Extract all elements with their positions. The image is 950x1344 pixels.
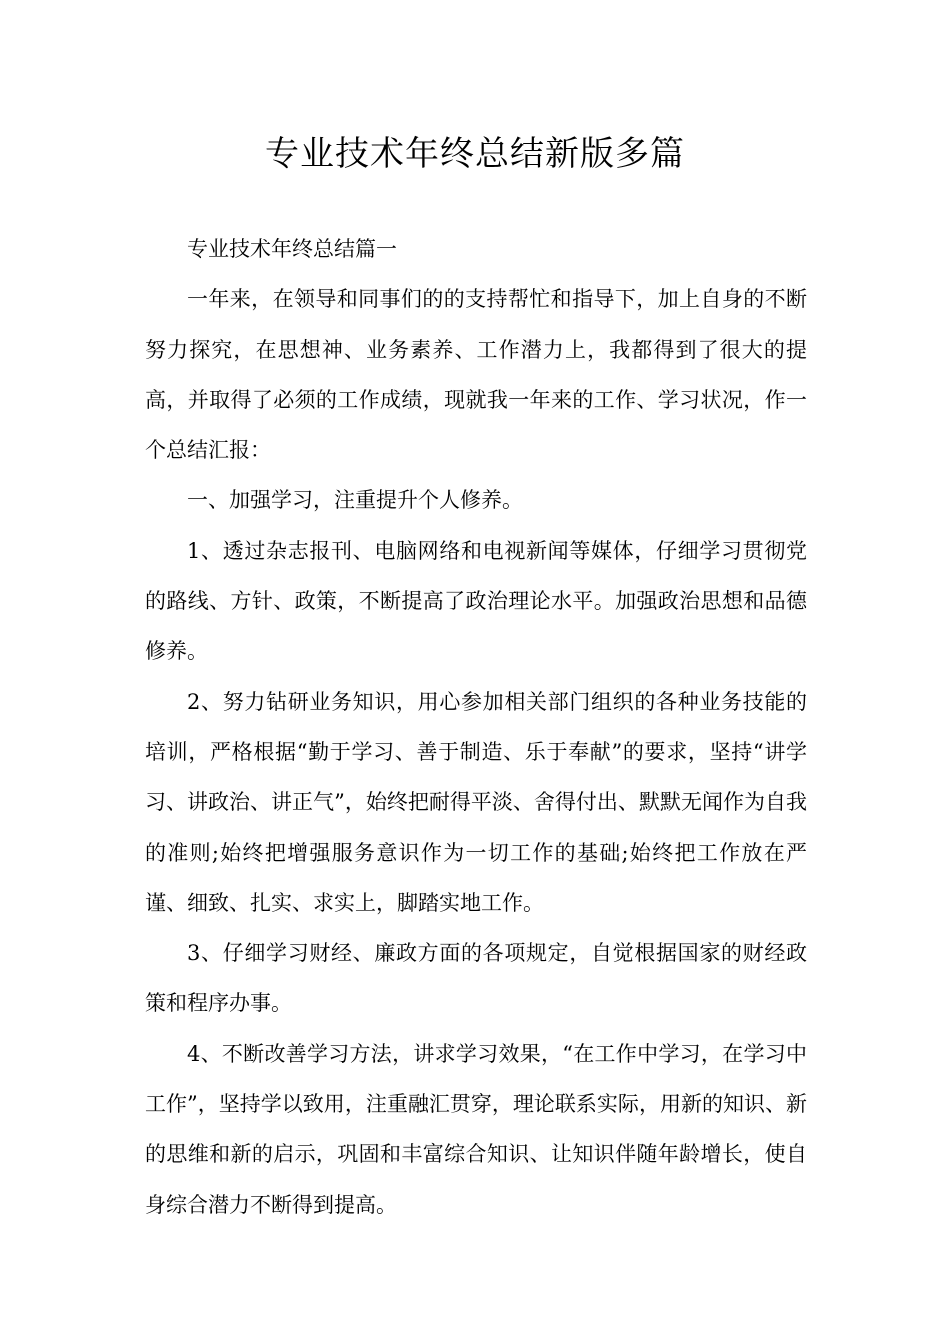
section-heading: 专业技术年终总结篇一 [187, 237, 397, 261]
paragraph: 一年来，在领导和同事们的的支持帮忙和指导下，加上自身的不断努力探究，在思想神、业务素养、工作潜力上，我都得到了很大的提高，并取得了必须的工作成绩，现就我一年来的工作、学习状况，作一个总结汇报： [145, 287, 807, 463]
document-title: 专业技术年终总结新版多篇 [265, 134, 685, 174]
document-body [145, 224, 807, 1230]
paragraph: 4、不断改善学习方法，讲求学习效果，“在工作中学习，在学习中工作”，坚持学以致用，注重融汇贯穿，理论联系实际，用新的知识、新的思维和新的启示，巩固和丰富综合知识、让知识伴随年龄增长，使自身综合潜力不断得到提高。 [145, 1041, 807, 1217]
paragraph: 3、仔细学习财经、廉政方面的各项规定，自觉根据国家的财经政策和程序办事。 [145, 941, 807, 1016]
paragraph: 2、努力钻研业务知识，用心参加相关部门组织的各种业务技能的培训，严格根据“勤于学习、善于制造、乐于奉献”的要求，坚持“讲学习、讲政治、讲正气”，始终把耐得平淡、舍得付出、默默无闻作为自我的准则;始终把增强服务意识作为一切工作的基础;始终把工作放在严谨、细致、扎实、求实上，脚踏实地工作。 [145, 689, 807, 915]
section-heading: 一、加强学习，注重提升个人修养。 [187, 488, 523, 513]
paragraph: 1、透过杂志报刊、电脑网络和电视新闻等媒体，仔细学习贯彻党的路线、方针、政策，不断提高了政治理论水平。加强政治思想和品德修养。 [145, 538, 807, 664]
